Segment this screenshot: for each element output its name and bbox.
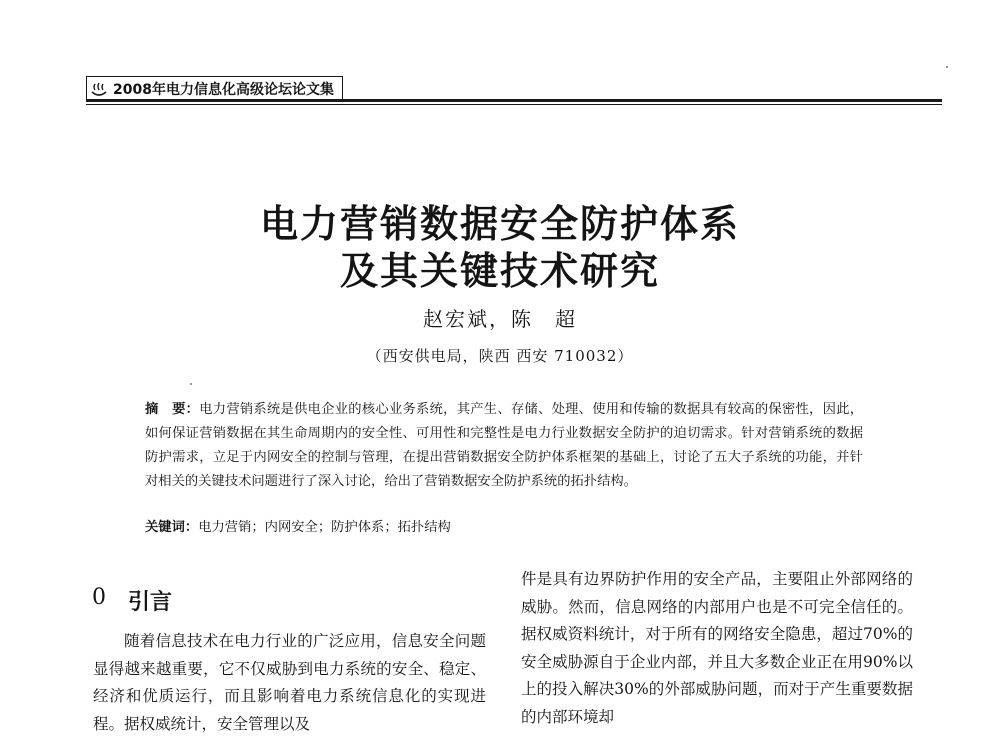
body-paragraph: 随着信息技术在电力行业的广泛应用，信息安全问题显得越来越重要，它不仅威胁到电力系统的安全、稳定、经济和优质运行，而且影响着电力系统信息化的实现进程。据权威统计，安全管理以及: [93, 632, 486, 733]
abstract-text: 电力营销系统是供电企业的核心业务系统，其产生、存储、处理、使用和传输的数据具有较高的保密性，因此，如何保证营销数据在其生命周期内的安全性、可用性和完整性是电力行业数据安全防护的迫切需求。针对营销系统的数据防护需求，立足于内网安全的控制与管理，在提出营销数据安全防护体系框架的基础上，讨论了五大子系统的功能，并针对相关的关键技术问题进行了深入讨论，给出了营销数据安全防护系统的拓扑结构。: [145, 402, 864, 489]
header-rule-thick: [86, 99, 942, 102]
paper-title-line1: 电力营销数据安全防护体系: [259, 202, 740, 246]
running-title: 2008年电力信息化高级论坛论文集: [113, 82, 334, 98]
scan-speck: [190, 383, 192, 385]
body-left-column: [93, 628, 486, 738]
running-header: [86, 76, 343, 101]
section-number: 0: [92, 585, 106, 610]
body-paragraph: 件是具有边界防护作用的安全产品，主要阻止外部网络的威胁。然而，信息网络的内部用户也是不可完全信任的。据权威资料统计，对于所有的网络安全隐患，超过70%的安全威胁源自于企业内部，并且大多数企业正在用90%以上的投入解决30%的外部威胁问题，而对于产生重要数据的内部环境却: [521, 570, 913, 726]
header-rule-thin: [86, 104, 942, 105]
abstract-label: 摘 要：: [145, 402, 200, 417]
section-title: 引言: [128, 590, 173, 615]
body-right-column: [521, 566, 913, 731]
paper-title-line2: 及其关键技术研究: [339, 249, 660, 293]
abstract: [145, 398, 863, 494]
paper-authors: 赵宏斌，陈 超: [423, 307, 577, 331]
keywords: [145, 516, 863, 540]
scan-speck: [946, 66, 948, 68]
keywords-text: 电力营销；内网安全；防护体系；拓扑结构: [198, 520, 451, 535]
paper-affiliation: （西安供电局，陕西 西安 710032）: [366, 347, 634, 365]
keywords-label: 关键词：: [145, 520, 199, 535]
conference-logo-icon: [91, 81, 107, 97]
